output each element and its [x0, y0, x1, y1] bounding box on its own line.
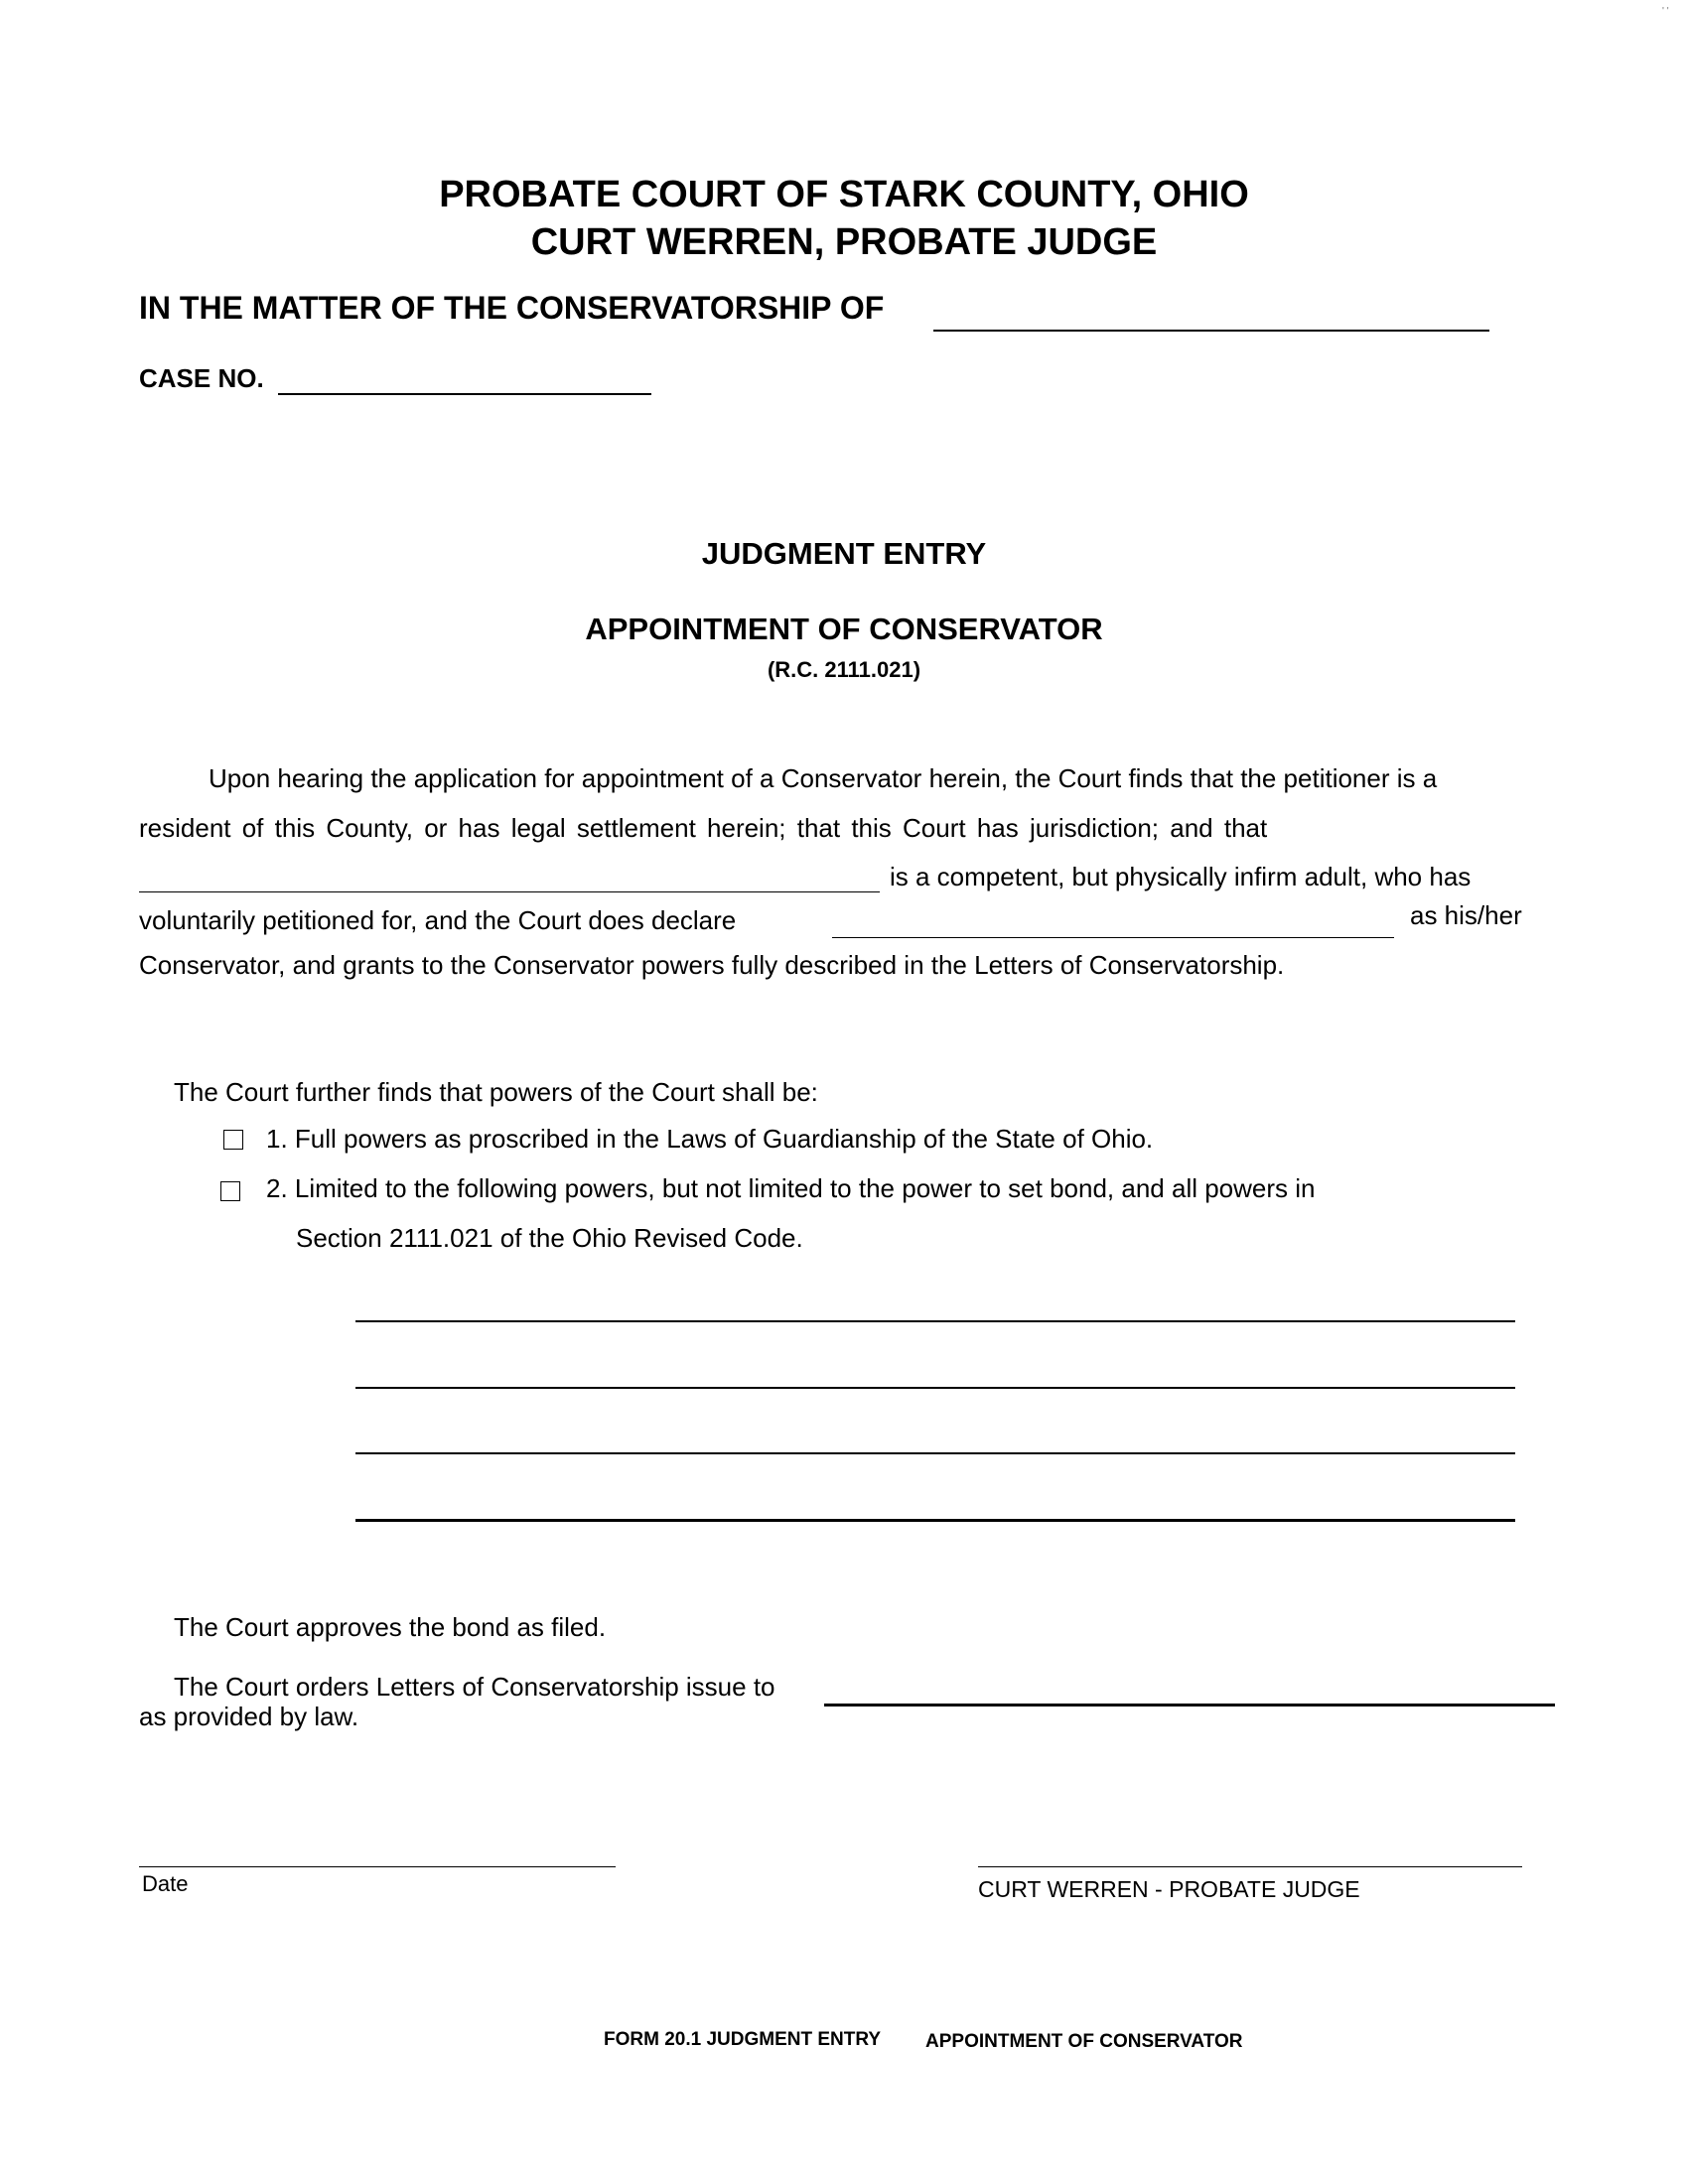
statute-reference: (R.C. 2111.021) — [767, 657, 921, 682]
paragraph-line-3: is a competent, but physically infirm adult, who has — [890, 862, 1472, 891]
appointment-title: APPOINTMENT OF CONSERVATOR — [585, 612, 1103, 646]
bond-approval: The Court approves the bond as filed. — [174, 1612, 607, 1642]
limited-powers-label: 2. Limited to the following powers, but not limited to the power to set bond, and all powers in — [266, 1173, 1316, 1203]
petitioner-name-field[interactable] — [139, 891, 880, 892]
paragraph-line-4b: as his/her — [1410, 900, 1522, 930]
judge-signature-field[interactable] — [978, 1866, 1522, 1867]
limited-powers-line-3[interactable] — [355, 1452, 1515, 1454]
judge-title: CURT WERREN, PROBATE JUDGE — [530, 221, 1158, 263]
paragraph-line-2: resident of this County, or has legal settlement herein; that this Court has jurisdiction; and that — [139, 813, 1268, 843]
paragraph-line-1: Upon hearing the application for appointment of a Conservator herein, the Court finds that the petitioner is a — [209, 763, 1438, 793]
corner-mark: ' ' — [1662, 6, 1669, 17]
footer-form-number: FORM 20.1 JUDGMENT ENTRY — [604, 2029, 882, 2050]
judgment-entry-title: JUDGMENT ENTRY — [701, 536, 987, 571]
case-no-field[interactable] — [278, 393, 651, 395]
limited-powers-line-1[interactable] — [355, 1320, 1515, 1322]
footer-form-title: APPOINTMENT OF CONSERVATOR — [925, 2031, 1243, 2052]
matter-label: IN THE MATTER OF THE CONSERVATORSHIP OF — [139, 290, 885, 326]
date-field[interactable] — [139, 1866, 616, 1867]
conservator-name-field[interactable] — [832, 937, 1394, 938]
letters-line-2: as provided by law. — [139, 1702, 359, 1731]
date-label: Date — [142, 1871, 189, 1896]
letters-line-1: The Court orders Letters of Conservatorship issue to — [174, 1672, 775, 1702]
judge-signature-label: CURT WERREN - PROBATE JUDGE — [978, 1876, 1360, 1902]
court-title: PROBATE COURT OF STARK COUNTY, OHIO — [439, 174, 1249, 215]
paragraph-line-4a: voluntarily petitioned for, and the Court does declare — [139, 905, 737, 935]
limited-powers-line-4[interactable] — [355, 1519, 1515, 1522]
limited-powers-line-2[interactable] — [355, 1387, 1515, 1389]
matter-name-field[interactable] — [933, 330, 1489, 332]
letters-recipient-field[interactable] — [824, 1704, 1555, 1706]
case-no-label: CASE NO. — [139, 363, 264, 393]
limited-powers-checkbox[interactable] — [220, 1181, 240, 1201]
limited-powers-label-2: Section 2111.021 of the Ohio Revised Code. — [296, 1223, 803, 1253]
powers-intro: The Court further finds that powers of the Court shall be: — [174, 1077, 818, 1107]
full-powers-checkbox[interactable] — [223, 1130, 243, 1150]
full-powers-label: 1. Full powers as proscribed in the Laws of Guardianship of the State of Ohio. — [266, 1124, 1154, 1154]
paragraph-line-5: Conservator, and grants to the Conservator powers fully described in the Letters of Conservatorship. — [139, 950, 1285, 980]
